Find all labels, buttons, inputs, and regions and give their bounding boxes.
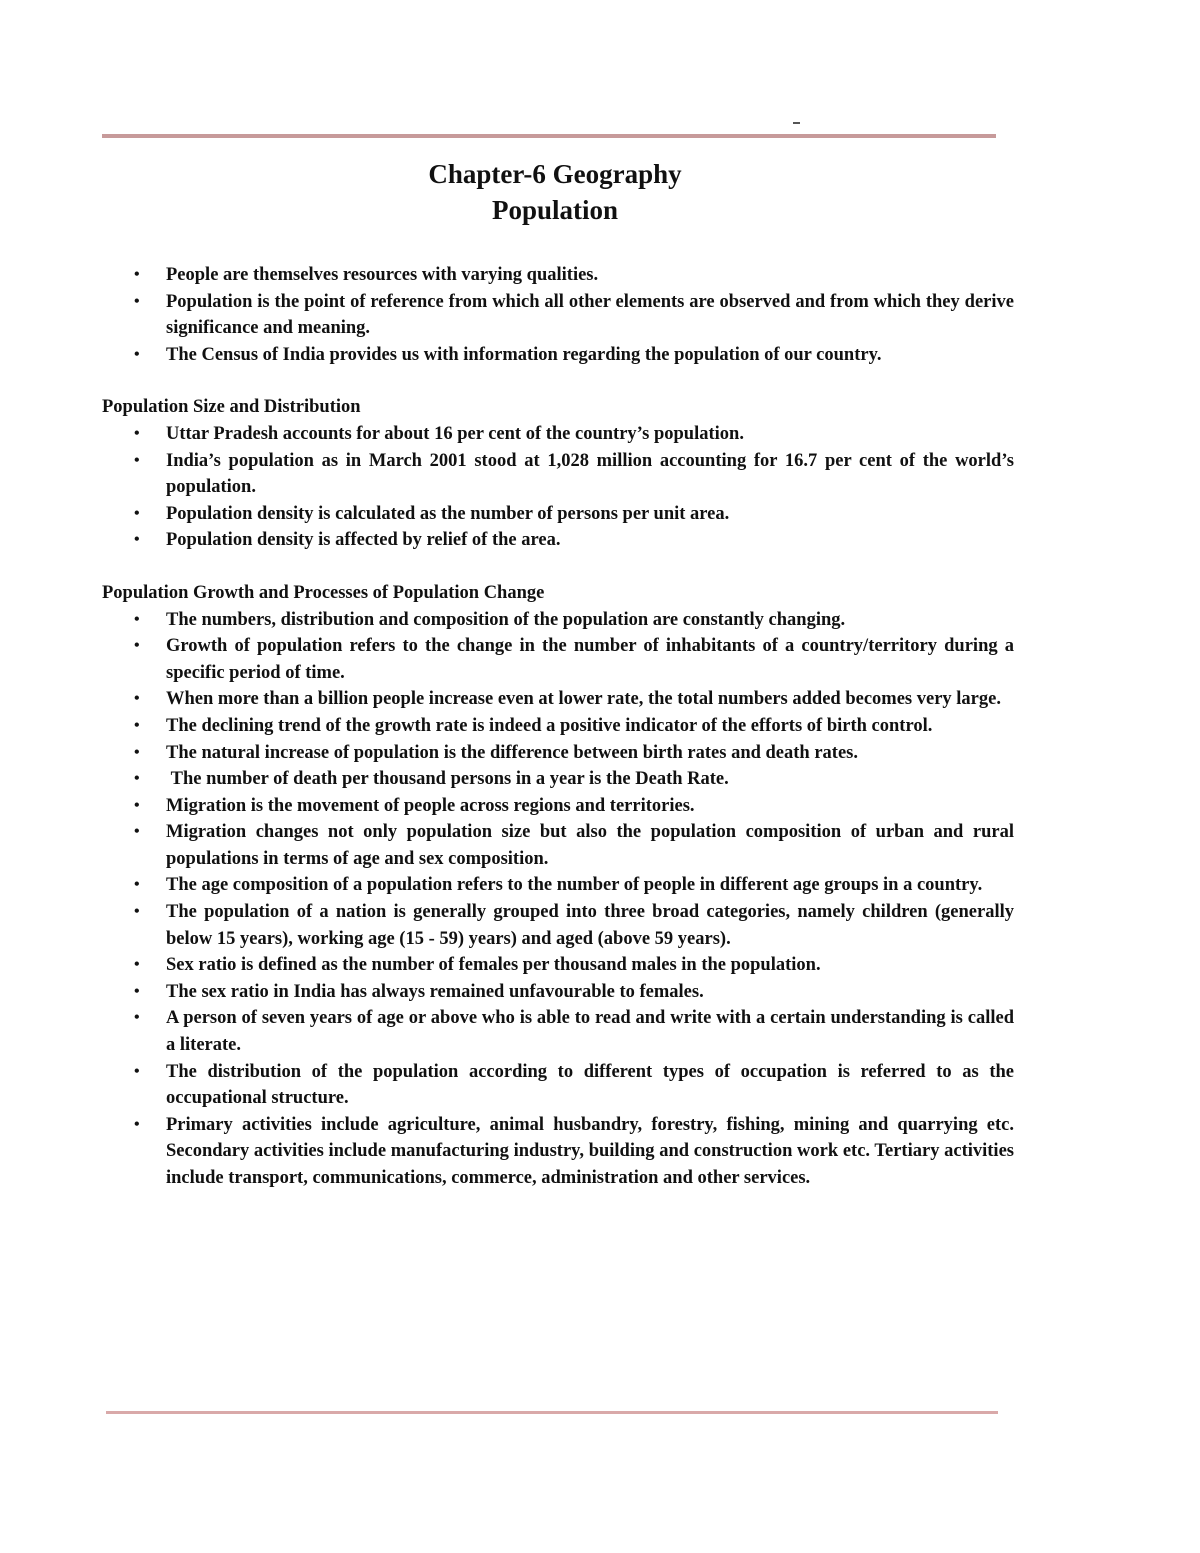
list-item-text: The natural increase of population is the difference between birth rates and death rates. [166, 742, 858, 763]
section-heading-growth-change: Population Growth and Processes of Population Change [102, 582, 545, 603]
list-item-text: Migration is the movement of people across regions and territories. [166, 795, 695, 816]
growth-change-list [102, 607, 1014, 1192]
bullet-icon: • [134, 743, 140, 761]
list-item-text: The population of a nation is generally grouped into three broad categories, namely children (generally below 15 years), working age (15 - 59) years) and aged (above 59 years). [166, 902, 1014, 949]
list-item [102, 1059, 1014, 1112]
list-item-text: The number of death per thousand persons in a year is the Death Rate. [166, 769, 729, 790]
bullet-icon: • [134, 531, 140, 549]
list-item-text: The numbers, distribution and composition of the population are constantly changing. [166, 609, 846, 630]
list-item [102, 793, 1014, 820]
list-item-text: The sex ratio in India has always remained unfavourable to females. [166, 981, 704, 1002]
list-item-text: Population density is affected by relief of the area. [166, 530, 561, 551]
list-item [102, 501, 1014, 528]
bullet-icon: • [134, 504, 140, 522]
list-item-text: Uttar Pradesh accounts for about 16 per cent of the country’s population. [166, 423, 744, 444]
list-item [102, 607, 1014, 634]
list-item [102, 899, 1014, 952]
page-title: Chapter-6 Geography [428, 159, 682, 189]
bullet-icon: • [134, 292, 140, 310]
list-item [102, 872, 1014, 899]
bullet-icon: • [134, 716, 140, 734]
list-item [102, 686, 1014, 713]
header-tick-mark [793, 122, 800, 124]
bullet-icon: • [134, 1062, 140, 1080]
list-item [102, 766, 1014, 793]
list-item [102, 633, 1014, 686]
intro-list [102, 262, 1014, 368]
list-item [102, 448, 1014, 501]
page-subtitle: Population [491, 195, 619, 225]
list-item-text: Population is the point of reference from which all other elements are observed and from which they derive significance and meaning. [166, 291, 1014, 339]
document-body [102, 262, 1014, 1192]
bullet-icon: • [134, 637, 140, 655]
section-spacer [102, 368, 1014, 394]
list-item-text: A person of seven years of age or above who is able to read and write with a certain understanding is called a literate. [166, 1008, 1014, 1056]
list-item [102, 740, 1014, 767]
bullet-icon: • [134, 982, 140, 1000]
list-item-text: Population density is calculated as the number of persons per unit area. [166, 503, 730, 524]
list-item [102, 262, 1014, 289]
list-item [102, 342, 1014, 369]
bullet-icon: • [134, 610, 140, 628]
list-item [102, 289, 1014, 342]
bullet-icon: • [134, 903, 140, 921]
bullet-icon: • [134, 266, 140, 283]
list-item [102, 979, 1014, 1006]
list-item [102, 819, 1014, 872]
bullet-icon: • [134, 1009, 140, 1027]
list-item [102, 952, 1014, 979]
list-item-text: Sex ratio is defined as the number of females per thousand males in the population. [166, 955, 821, 976]
list-item-text: India’s population as in March 2001 stood at 1,028 million accounting for 16.7 per cent of the world’s population. [166, 450, 1014, 498]
list-item-text: The distribution of the population according to different types of occupation is referred to as the occupational structure. [166, 1061, 1014, 1109]
bullet-icon: • [134, 770, 140, 788]
bullet-icon: • [134, 823, 140, 841]
bullet-icon: • [134, 876, 140, 894]
list-item [102, 1005, 1014, 1058]
list-item-text: Migration changes not only population size but also the population composition of urban and rural populations in terms of age and sex composition. [166, 822, 1014, 869]
list-item-text: When more than a billion people increase even at lower rate, the total numbers added becomes very large. [166, 689, 1001, 710]
list-item [102, 1112, 1014, 1192]
header-rule [102, 134, 996, 138]
list-item-text: The age composition of a population refers to the number of people in different age groups in a country. [166, 875, 983, 896]
bullet-icon: • [134, 424, 140, 442]
list-item-text: The Census of India provides us with information regarding the population of our country. [166, 344, 882, 365]
list-item-text: Primary activities include agriculture, animal husbandry, forestry, fishing, mining and quarrying etc. Secondary activities include manufacturing industry, building and construction work etc. Tertiary activities include transport, communications, commerce, administration and other services. [166, 1114, 1014, 1188]
list-item [102, 421, 1014, 448]
size-distribution-list [102, 421, 1014, 554]
title-block [0, 156, 1110, 228]
section-spacer [102, 554, 1014, 580]
list-item-text: The declining trend of the growth rate is indeed a positive indicator of the efforts of birth control. [166, 715, 933, 736]
footer-rule [106, 1411, 998, 1414]
bullet-icon: • [134, 1115, 140, 1133]
list-item [102, 527, 1014, 554]
list-item-text: People are themselves resources with varying qualities. [166, 265, 599, 285]
list-item-text: Growth of population refers to the change in the number of inhabitants of a country/territory during a specific period of time. [166, 636, 1014, 683]
list-item [102, 713, 1014, 740]
bullet-icon: • [134, 956, 140, 974]
section-heading-size-distribution: Population Size and Distribution [102, 397, 361, 418]
bullet-icon: • [134, 345, 140, 363]
bullet-icon: • [134, 690, 140, 708]
bullet-icon: • [134, 451, 140, 469]
bullet-icon: • [134, 796, 140, 814]
